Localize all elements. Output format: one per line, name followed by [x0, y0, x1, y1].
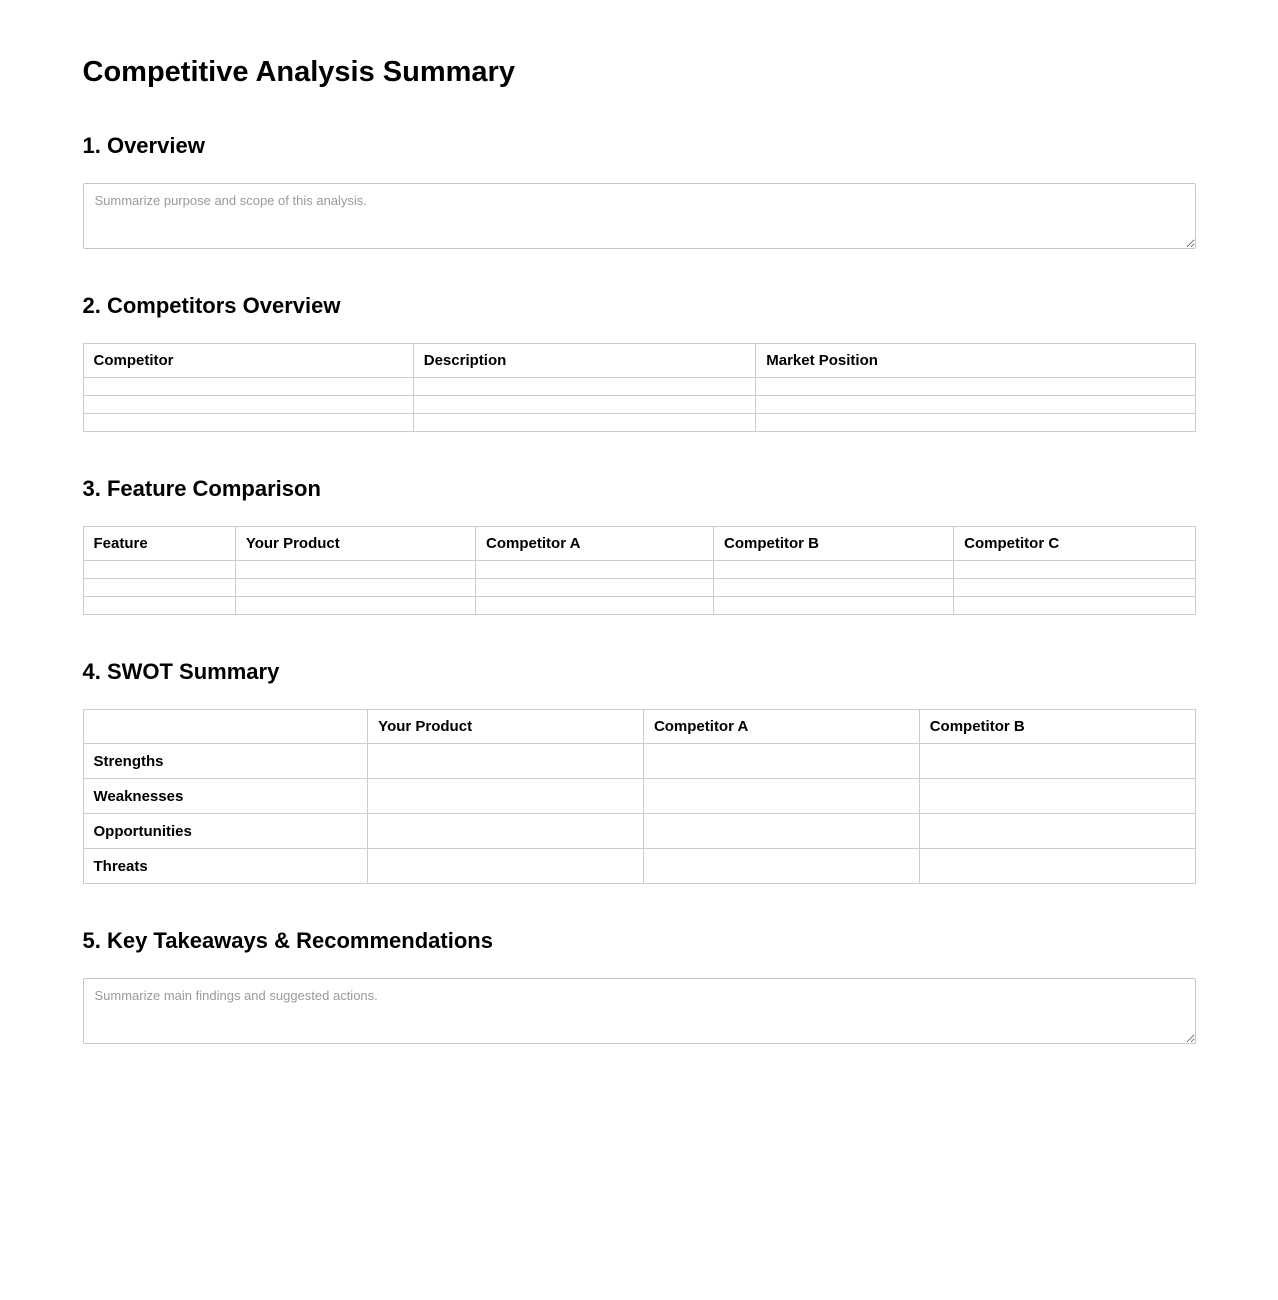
column-header-your-product: Your Product	[235, 527, 475, 561]
table-cell	[643, 814, 919, 849]
swot-heading: 4. SWOT Summary	[82, 659, 280, 684]
swot-header-row	[83, 710, 1195, 744]
table-cell	[368, 849, 644, 884]
swot-row-threats	[83, 849, 1195, 884]
table-cell	[476, 579, 714, 597]
column-header-competitor: Competitor	[83, 344, 413, 378]
swot-table	[83, 709, 1196, 884]
table-cell	[756, 396, 1195, 414]
table-cell	[713, 561, 953, 579]
table-cell	[954, 597, 1195, 615]
table-cell	[368, 814, 644, 849]
table-cell	[756, 378, 1195, 396]
column-header-market-position: Market Position	[756, 344, 1195, 378]
table-cell	[476, 597, 714, 615]
swot-row-weaknesses	[83, 779, 1195, 814]
table-cell	[643, 744, 919, 779]
swot-row-strengths	[83, 744, 1195, 779]
table-cell	[83, 597, 235, 615]
row-label: Weaknesses	[83, 779, 368, 814]
table-row	[83, 561, 1195, 579]
table-row	[83, 579, 1195, 597]
table-cell	[919, 744, 1195, 779]
table-cell	[413, 378, 755, 396]
row-label: Threats	[83, 849, 368, 884]
document-container	[83, 0, 1196, 1044]
table-row	[83, 597, 1195, 615]
column-header-competitor-a: Competitor A	[643, 710, 919, 744]
column-header-competitor-b: Competitor B	[919, 710, 1195, 744]
features-table	[83, 526, 1196, 615]
table-cell	[919, 779, 1195, 814]
section-key-takeaways	[83, 928, 1196, 1044]
table-cell	[954, 579, 1195, 597]
table-row	[83, 378, 1195, 396]
table-cell	[919, 849, 1195, 884]
table-cell	[368, 744, 644, 779]
takeaways-textarea[interactable]	[83, 978, 1196, 1044]
section-swot-summary	[83, 659, 1196, 884]
section-overview	[83, 133, 1196, 249]
table-cell	[954, 561, 1195, 579]
table-cell	[713, 579, 953, 597]
competitors-table	[83, 343, 1196, 432]
table-cell	[235, 579, 475, 597]
swot-row-opportunities	[83, 814, 1195, 849]
table-row	[83, 396, 1195, 414]
features-heading: 3. Feature Comparison	[82, 476, 321, 501]
table-cell	[368, 779, 644, 814]
table-cell	[476, 561, 714, 579]
table-cell	[83, 414, 413, 432]
competitors-header-row	[83, 344, 1195, 378]
column-header-your-product: Your Product	[368, 710, 644, 744]
table-cell	[83, 396, 413, 414]
column-header-blank	[83, 710, 368, 744]
table-cell	[919, 814, 1195, 849]
column-header-competitor-a: Competitor A	[476, 527, 714, 561]
table-cell	[235, 561, 475, 579]
column-header-description: Description	[413, 344, 755, 378]
table-cell	[413, 396, 755, 414]
column-header-feature: Feature	[83, 527, 235, 561]
table-cell	[235, 597, 475, 615]
row-label: Strengths	[83, 744, 368, 779]
table-cell	[643, 779, 919, 814]
features-header-row	[83, 527, 1195, 561]
table-cell	[83, 579, 235, 597]
table-cell	[713, 597, 953, 615]
competitors-heading: 2. Competitors Overview	[82, 293, 341, 318]
column-header-competitor-b: Competitor B	[713, 527, 953, 561]
column-header-competitor-c: Competitor C	[954, 527, 1195, 561]
takeaways-heading: 5. Key Takeaways & Recommendations	[82, 928, 493, 953]
table-row	[83, 414, 1195, 432]
overview-heading: 1. Overview	[82, 133, 205, 158]
table-cell	[756, 414, 1195, 432]
page-title: Competitive Analysis Summary	[82, 56, 515, 88]
section-competitors-overview	[83, 293, 1196, 432]
overview-textarea[interactable]	[83, 183, 1196, 249]
table-cell	[643, 849, 919, 884]
table-cell	[413, 414, 755, 432]
row-label: Opportunities	[83, 814, 368, 849]
section-feature-comparison	[83, 476, 1196, 615]
table-cell	[83, 378, 413, 396]
table-cell	[83, 561, 235, 579]
